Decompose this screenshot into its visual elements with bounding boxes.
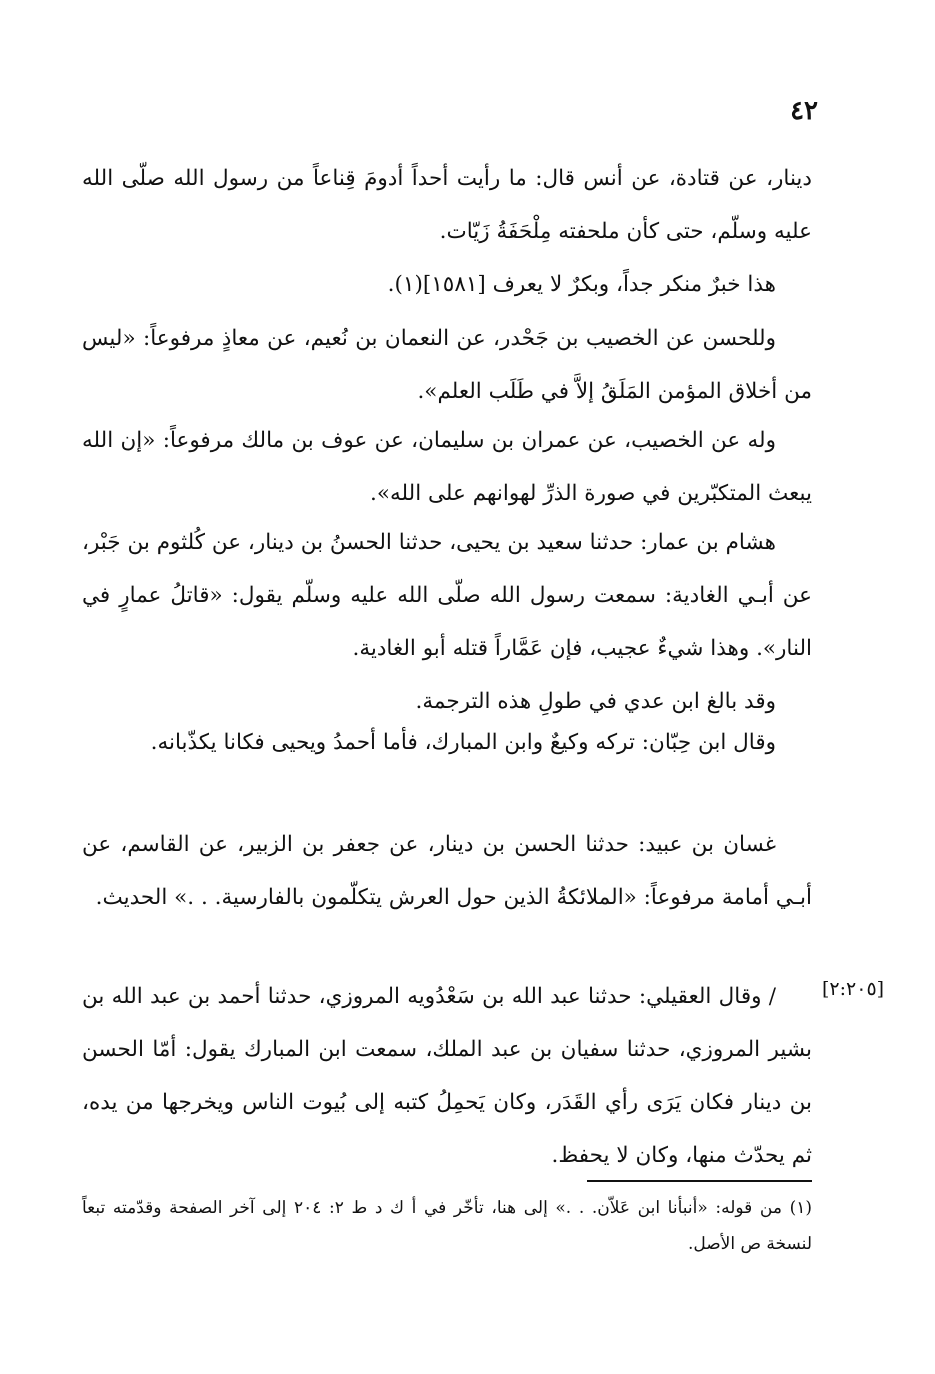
- paragraph-4: وله عن الخصيب، عن عمران بن سليمان، عن عوف بن مالك مرفوعاً: «إن الله يبعث المتكبّرين في صورة الذرِّ لهوانهم على الله».: [82, 428, 812, 506]
- paragraph-block-2: [82, 312, 812, 418]
- paragraph-2: هذا خبرٌ منكر جداً، وبكرٌ لا يعرف [١٥٨١](١).: [387, 272, 776, 297]
- paragraph-7: وقال ابن حِبّان: تركه وكيعٌ وابن المبارك، فأما أحمدُ ويحيى فكانا يكذّبانه.: [150, 730, 776, 755]
- margin-reference: [٢:٢٠٥]: [822, 978, 885, 1000]
- paragraph-block-5: [82, 716, 812, 769]
- paragraph-block-7: [82, 970, 812, 1182]
- footnote-divider: [587, 1180, 812, 1182]
- paragraph-9: / وقال العقيلي: حدثنا عبد الله بن سَعْدُويه المروزي، حدثنا أحمد بن عبد الله بن بشير المروزي، حدثنا سفيان بن عبد الملك، سمعت ابن المبارك يقول: أمّا الحسن بن دينار فكان يَرَى رأي القَدَر، وكان يَحمِلُ كتبه إلى بُيوت الناس ويخرجها من يده، ثم يحدّث منها، وكان لا يحفظ.: [82, 984, 812, 1168]
- paragraph-block-1: [82, 152, 812, 311]
- paragraph-3: وللحسن عن الخصيب بن جَحْدر، عن النعمان بن نُعيم، عن معاذٍ مرفوعاً: «ليس من أخلاق المؤمن المَلَقُ إلاَّ في طَلَب العلم».: [82, 326, 812, 404]
- paragraph-1: دينار، عن قتادة، عن أنس قال: ما رأيت أحداً أدومَ قِناعاً من رسول الله صلّى الله عليه وسلّم، حتى كأن ملحفته مِلْحَفَةُ زَيّات.: [82, 166, 812, 244]
- page-number: ٤٢: [790, 96, 818, 126]
- paragraph-5: هشام بن عمار: حدثنا سعيد بن يحيى، حدثنا الحسنُ بن دينار، عن كُلثوم بن جَبْر، عن أبـي الغادية: سمعت رسول الله صلّى الله عليه وسلّم يقول: «قاتلُ عمارٍ في النار». وهذا شيءٌ عجيب، فإن عَمَّاراً قتله أبو الغادية.: [82, 530, 812, 661]
- paragraph-block-4: [82, 516, 812, 728]
- paragraph-8: غسان بن عبيد: حدثنا الحسن بن دينار، عن جعفر بن الزبير، عن القاسم، عن أبـي أمامة مرفوعاً: «الملائكةُ الذين حول العرش يتكلّمون بالفارسية. . .» الحديث.: [82, 832, 812, 910]
- paragraph-block-6: [82, 818, 812, 924]
- paragraph-6: وقد بالغ ابن عدي في طولِ هذه الترجمة.: [415, 689, 776, 714]
- paragraph-block-3: [82, 414, 812, 520]
- footnote: (١) من قوله: «أنبأنا ابن عَلاّن. . .» إلى هنا، تأخّر في أ ك د ط ٢: ٢٠٤ إلى آخر الصفحة وقدّمته تبعاً لنسخة ص الأصل.: [82, 1198, 812, 1254]
